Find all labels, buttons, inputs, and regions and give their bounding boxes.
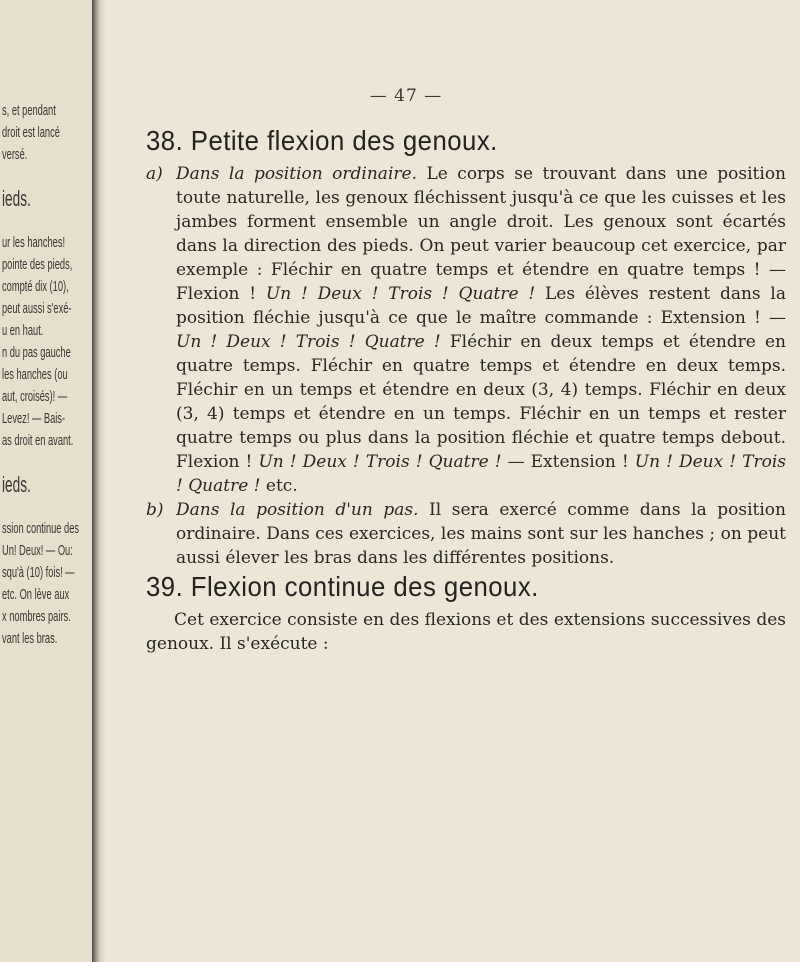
command-text: Un ! Deux ! Trois ! Quatre ! xyxy=(176,452,786,496)
facing-line: compté dix (10), xyxy=(2,278,69,295)
facing-line: droit est lancé xyxy=(2,124,60,141)
facing-line: ssion continue des xyxy=(2,520,80,537)
facing-line: as droit en avant. xyxy=(2,432,74,449)
item-lead: Dans la position ordinaire. xyxy=(176,164,417,184)
facing-line: Un! Deux! — Ou: xyxy=(2,542,73,559)
facing-line: n du pas gauche xyxy=(2,344,71,361)
section-title: 38. Petite flexion des genoux. xyxy=(146,125,498,156)
facing-line: ur les hanches! xyxy=(2,234,66,251)
command-text: Un ! Deux ! Trois ! Quatre ! xyxy=(176,332,441,352)
facing-line: vant les bras. xyxy=(2,630,58,647)
facing-line: peut aussi s'exé- xyxy=(2,300,72,317)
page-content xyxy=(146,124,786,656)
item-marker: a) xyxy=(146,164,163,184)
book-page xyxy=(106,0,800,962)
section-title: 39. Flexion continue des genoux. xyxy=(146,571,539,602)
facing-line: etc. On lève aux xyxy=(2,586,70,603)
paragraph-text: Le corps se trouvant dans une position toute naturelle, les genoux fléchissent jusqu'à ce que les cuisses et les jambes forment ensemble un angle droit. Les genoux sont écartés dans la direction des pieds. On peut varier beaucoup cet exercice, par exemple : Fléchir en quatre temps et étendre en quatre temps ! — Flexion ! xyxy=(176,164,786,304)
facing-line: Levez! — Bais- xyxy=(2,410,66,427)
book-gutter xyxy=(92,0,106,962)
page-number: — 47 — xyxy=(369,86,443,106)
facing-page-text xyxy=(2,100,80,650)
paragraph-b xyxy=(146,498,786,570)
paragraph-text: Les élèves restent dans la position fléchie jusqu'à ce que le maître commande : Extension ! — xyxy=(176,284,787,328)
paragraph-intro: Cet exercice consiste en des flexions et des extensions successives des genoux. Il s'exécute : xyxy=(146,610,786,654)
facing-line: ieds. xyxy=(2,472,31,497)
facing-line xyxy=(2,496,62,518)
facing-line: les hanches (ou xyxy=(2,366,68,383)
facing-line: s, et pendant xyxy=(2,102,56,119)
facing-line: pointe des pieds, xyxy=(2,256,73,273)
facing-line: versé. xyxy=(2,146,28,163)
item-lead: Dans la position d'un pas. xyxy=(176,500,419,520)
command-text: Un ! Deux ! Trois ! Quatre ! xyxy=(265,284,536,304)
paragraph-text: etc. xyxy=(260,476,298,496)
facing-line xyxy=(2,452,62,474)
facing-line: aut, croisés)! — xyxy=(2,388,68,405)
facing-line: ieds. xyxy=(2,186,31,211)
facing-page xyxy=(0,0,92,962)
facing-line xyxy=(2,210,62,232)
facing-line: x nombres pairs. xyxy=(2,608,71,625)
item-marker: b) xyxy=(146,500,164,520)
paragraph-text: — Extension ! xyxy=(501,452,635,472)
paragraph-a xyxy=(146,162,786,498)
command-text: Un ! Deux ! Trois ! Quatre ! xyxy=(258,452,502,472)
facing-line xyxy=(2,166,62,188)
facing-line: squ'à (10) fois! — xyxy=(2,564,75,581)
paragraph-text: Il sera exercé comme dans la position ordinaire. Dans ces exercices, les mains sont sur les hanches ; on peut aussi élever les bras dans les différentes positions. xyxy=(176,500,786,568)
facing-line: u en haut. xyxy=(2,322,44,339)
paragraph-text: Fléchir en deux temps et étendre en quatre temps. Fléchir en quatre temps et étendre en deux temps. Fléchir en un temps et étendre en deux (3, 4) temps. Fléchir en deux (3, 4) temps et étendre en un temps. Fléchir en un temps et rester quatre temps ou plus dans la position fléchie et quatre temps debout. Flexion ! xyxy=(176,332,786,472)
